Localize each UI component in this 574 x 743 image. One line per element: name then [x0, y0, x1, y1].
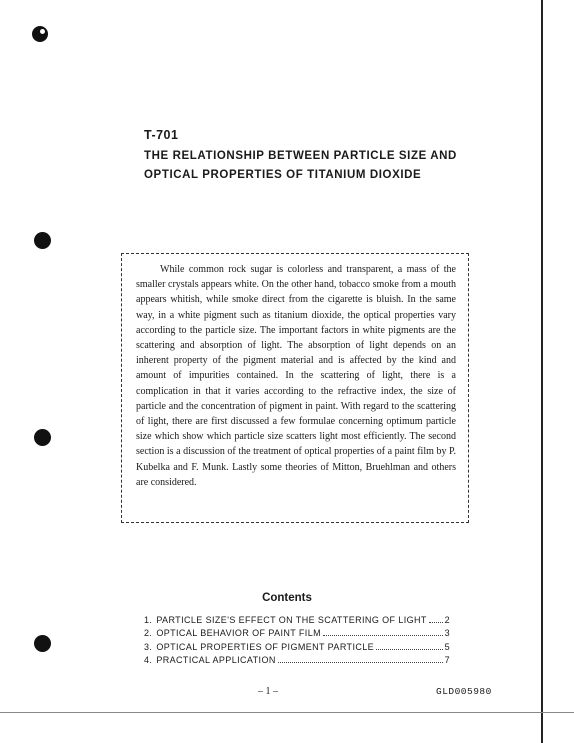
toc-item-number: 1.	[144, 615, 153, 625]
toc-item[interactable]	[144, 641, 450, 654]
scan-edge-right	[541, 0, 543, 743]
page-number: – 1 –	[258, 686, 278, 697]
abstract-text: While common rock sugar is colorless and transparent, a mass of the smaller crystals appears white. On the other hand, tobacco smoke from a mouth appears whitish, while smoke direct from the cigarette is bluish. In the same way, in a white pigment such as titanium dioxide, the optical properties vary according to the particle size. The important factors in white pigments are the scattering and absorption of light. The absorption of light depends on an inherent property of the pigment material and is affected by the kind and amount of impurities contained. In the scattering of light, there is a complication in that it varies according to the refractive index, the size of particle and the concentration of pigment in paint. With regard to the scattering of light, there are first discussed a few formulae concerning optimum particle size which show which particle size scatters light most efficiently. The second section is a discussion of the treatment of optical properties of a paint film by P. Kubelka and F. Munk. Lastly some theories of Mitton, Bruehlman and others are considered.	[136, 264, 456, 488]
toc-item[interactable]	[144, 614, 450, 627]
toc-item-label: PARTICLE SIZE'S EFFECT ON THE SCATTERING OF LIGHT	[156, 615, 427, 625]
toc-leader	[376, 648, 443, 650]
toc-item-label: OPTICAL BEHAVIOR OF PAINT FILM	[156, 628, 322, 639]
toc-leader	[429, 621, 443, 623]
toc-leader	[323, 634, 443, 636]
bates-number: GLD005980	[436, 686, 492, 697]
toc-item-number: 3.	[144, 641, 153, 652]
toc-item-page: 5	[444, 641, 450, 652]
toc-leader	[278, 661, 443, 663]
toc-item-number: 2.	[144, 628, 153, 639]
contents-heading: Contents	[262, 592, 312, 604]
toc-item-number: 4.	[144, 654, 153, 665]
toc-item-label: OPTICAL PROPERTIES OF PIGMENT PARTICLE	[156, 641, 375, 652]
toc-item-page: 2	[444, 615, 450, 625]
document-code: T-701	[144, 128, 179, 142]
table-of-contents	[144, 614, 450, 667]
punch-hole-icon	[34, 635, 51, 652]
corner-mark-icon	[32, 26, 48, 42]
scan-edge-bottom	[0, 712, 574, 713]
document-title: THE RELATIONSHIP BETWEEN PARTICLE SIZE AND OPTICAL PROPERTIES OF TITANIUM DIOXIDE	[144, 150, 457, 181]
toc-item-page: 3	[444, 628, 450, 639]
toc-item-label: PRACTICAL APPLICATION	[156, 654, 276, 665]
toc-item-page: 7	[444, 654, 450, 665]
punch-hole-icon	[34, 232, 51, 249]
toc-item[interactable]	[144, 627, 450, 640]
toc-item[interactable]	[144, 654, 450, 667]
punch-hole-icon	[34, 429, 51, 446]
